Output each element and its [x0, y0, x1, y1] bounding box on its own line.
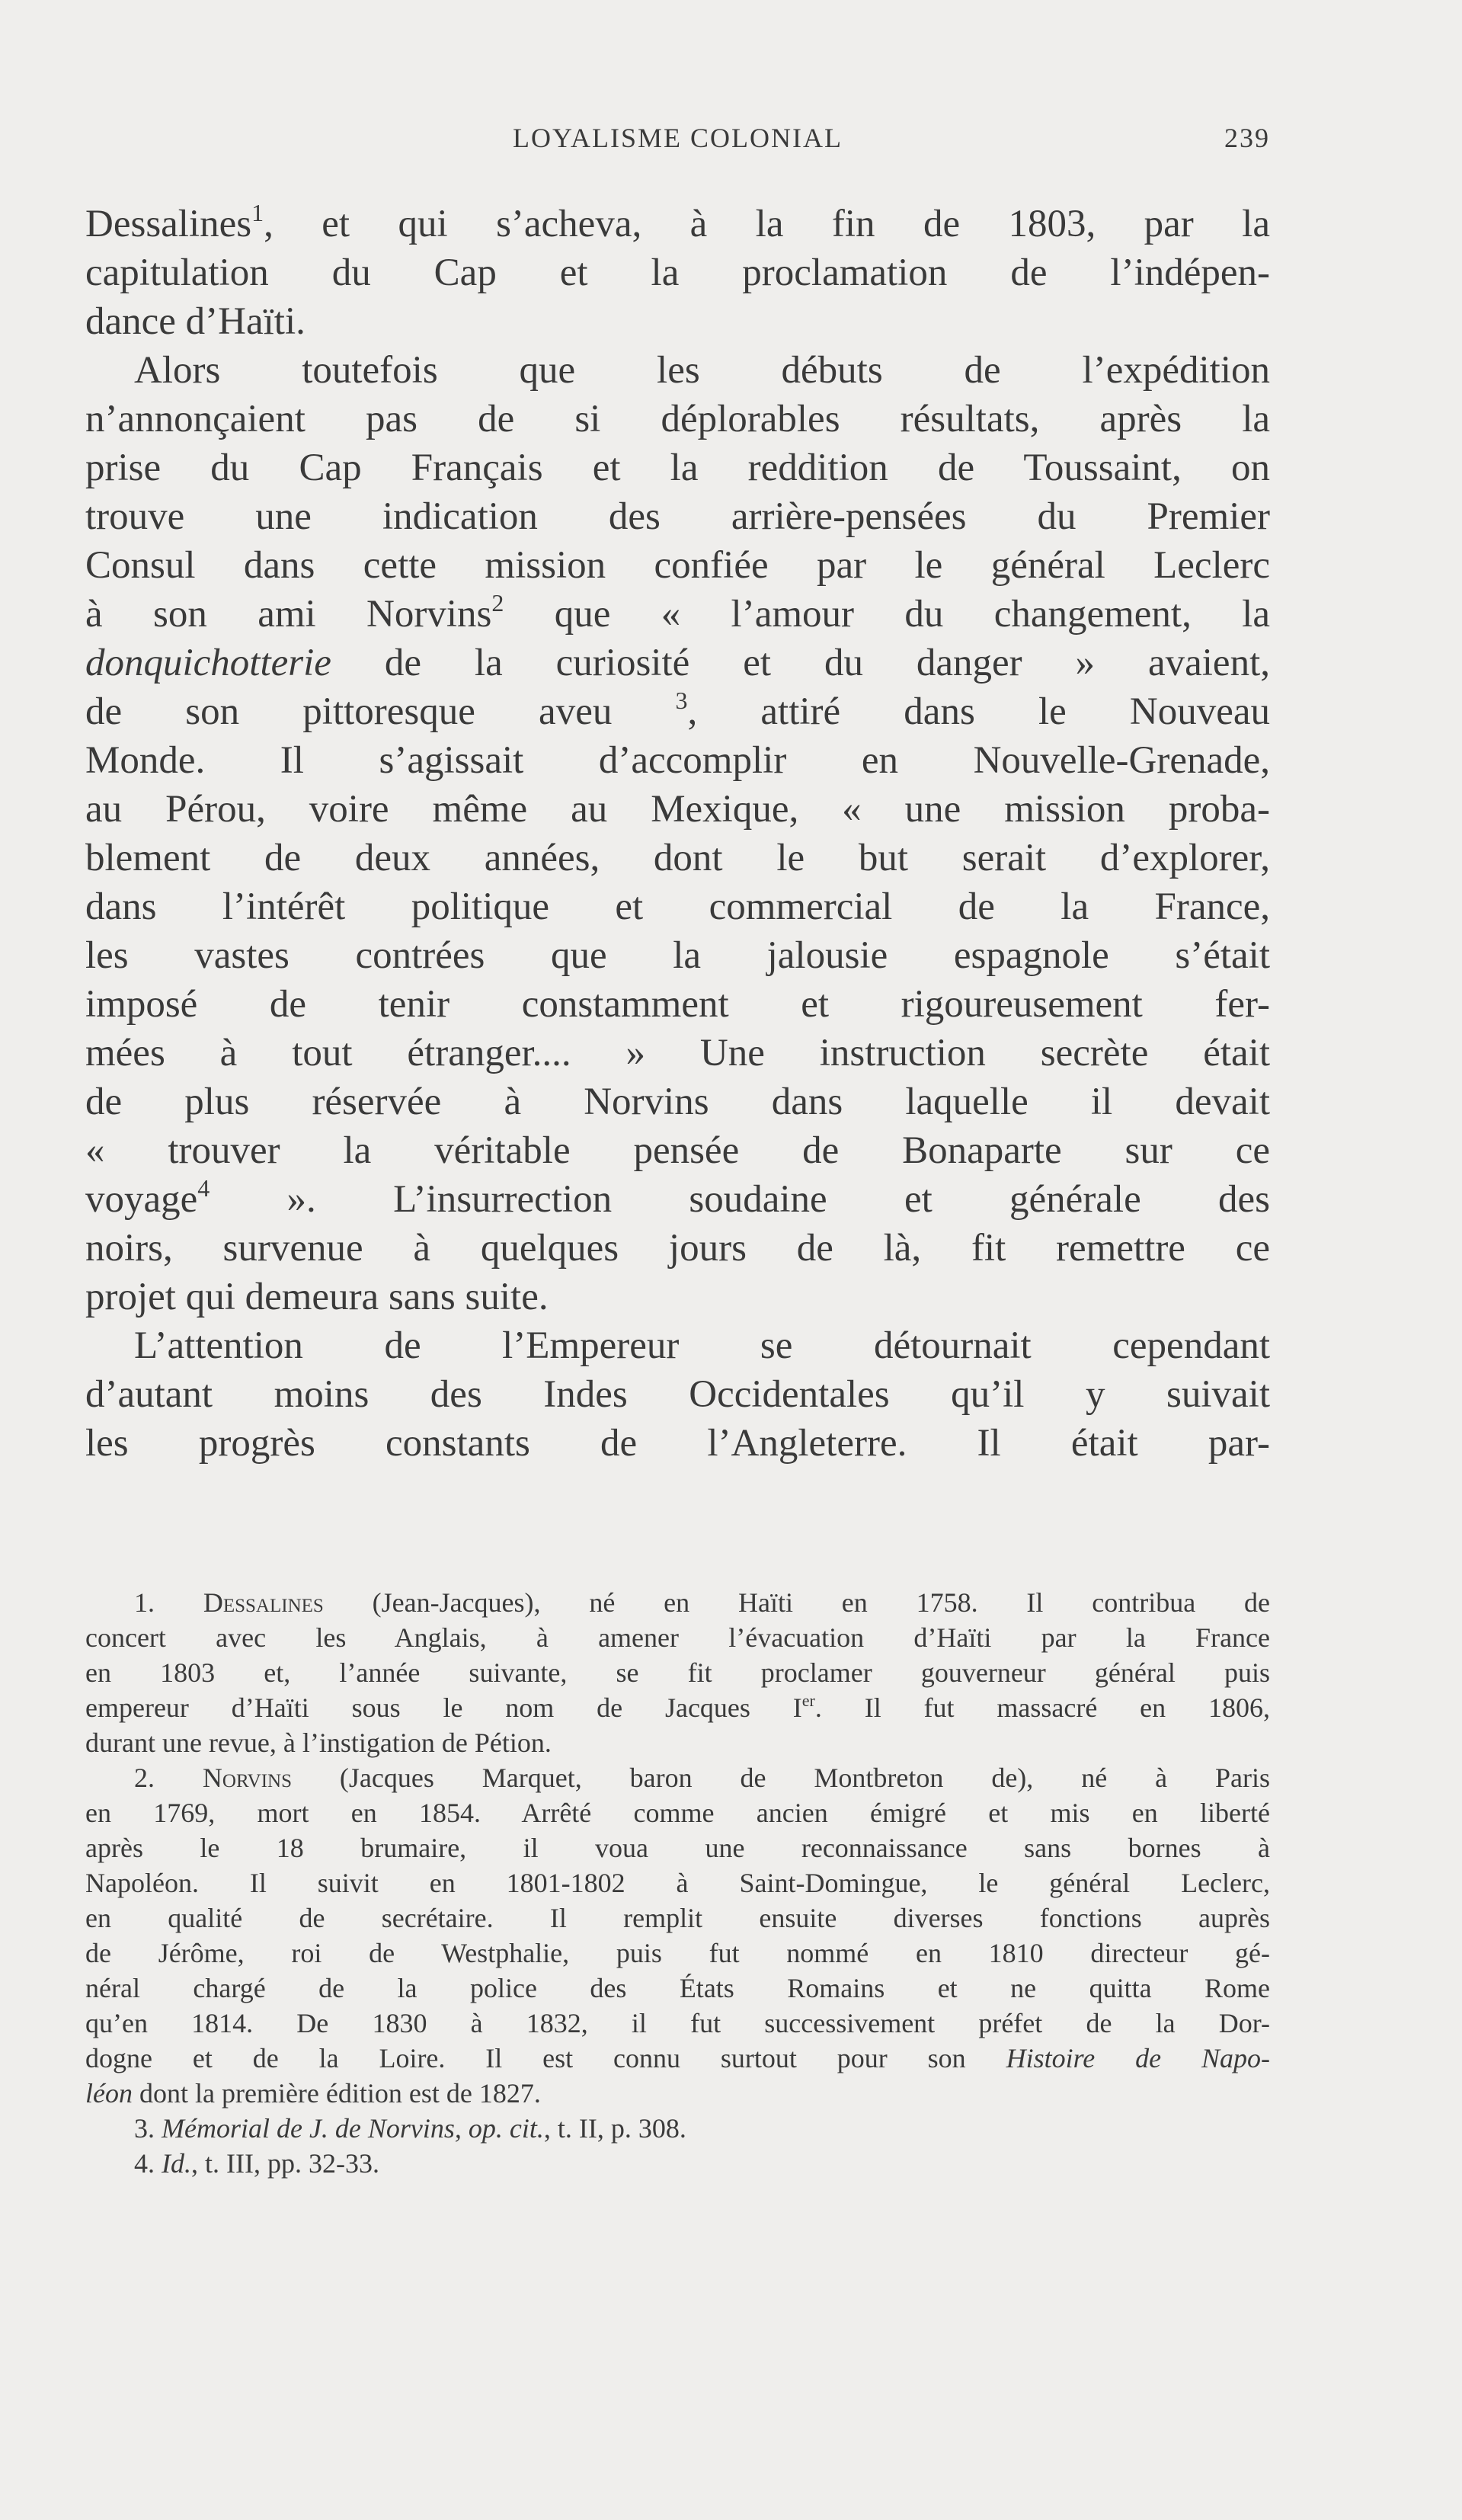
- page-header: [85, 122, 1270, 168]
- text-line: mées à tout étranger.... » Une instruction secrète était: [85, 1032, 1270, 1074]
- text-line: les vastes contrées que la jalousie espagnole s’était: [85, 934, 1270, 977]
- footnote-line: dogne et de la Loire. Il est connu surtout pour son Histoire de Napo-: [85, 2043, 1270, 2073]
- text-line: prise du Cap Français et la reddition de Toussaint, on: [85, 447, 1270, 489]
- text-line: de plus réservée à Norvins dans laquelle il devait: [85, 1081, 1270, 1123]
- footnote-line: durant une revue, à l’instigation de Pétion.: [85, 1727, 552, 1758]
- footnotes: [85, 1585, 1270, 2181]
- text-line: projet qui demeura sans suite.: [85, 1276, 549, 1318]
- text-line: n’annonçaient pas de si déplorables résultats, après la: [85, 398, 1270, 440]
- text-line: à son ami Norvins$^2$ que « l’amour du changement, la: [85, 589, 1270, 636]
- footnote-ref: 4: [197, 1174, 210, 1202]
- text-line: dance d’Haïti.: [85, 300, 306, 343]
- text-line: d’autant moins des Indes Occidentales qu’il y suivait: [85, 1373, 1270, 1416]
- footnote-line: qu’en 1814. De 1830 à 1832, il fut successivement préfet de la Dor-: [85, 2008, 1270, 2038]
- main-text: [85, 200, 1270, 1468]
- text-line: Dessalines$^1$, et qui s’acheva, à la fin de 1803, par la: [85, 199, 1270, 245]
- footnote-line: en qualité de secrétaire. Il remplit ensuite diverses fonctions auprès: [85, 1903, 1270, 1933]
- text-line: Monde. Il s’agissait d’accomplir en Nouvelle-Grenade,: [85, 739, 1270, 782]
- text-line: de son pittoresque aveu $^3$, attiré dans le Nouveau: [85, 687, 1270, 733]
- footnote-line: après le 18 brumaire, il voua une reconnaissance sans bornes à: [85, 1833, 1270, 1863]
- footnote-line: 3. Mémorial de J. de Norvins, op. cit., t. II, p. 308.: [134, 2113, 686, 2144]
- footnote-line: concert avec les Anglais, à amener l’évacuation d’Haïti par la France: [85, 1622, 1270, 1653]
- footnote-line: en 1803 et, l’année suivante, se fit proclamer gouverneur général puis: [85, 1657, 1270, 1688]
- text-line: imposé de tenir constamment et rigoureusement fer-: [85, 983, 1270, 1026]
- text-line: blement de deux années, dont le but serait d’explorer,: [85, 837, 1270, 879]
- footnote-line: léon dont la première édition est de 1827.: [85, 2078, 541, 2109]
- text-line: trouve une indication des arrière-pensées du Premier: [85, 495, 1270, 538]
- footnote-line: 1. Dessalines (Jean-Jacques), né en Haïti en 1758. Il contribua de: [134, 1587, 1271, 1618]
- footnote-line: néral chargé de la police des États Romains et ne quitta Rome: [85, 1973, 1270, 2003]
- footnote-ref: 2: [491, 589, 504, 616]
- footnote-line: 4. Id., t. III, pp. 32-33.: [134, 2148, 379, 2179]
- running-head: LOYALISME COLONIAL: [513, 123, 843, 153]
- text-line: « trouver la véritable pensée de Bonaparte sur ce: [85, 1129, 1270, 1172]
- text-line: au Pérou, voire même au Mexique, « une mission proba-: [85, 788, 1270, 831]
- footnote-line: Napoléon. Il suivit en 1801-1802 à Saint-Domingue, le général Leclerc,: [85, 1868, 1270, 1898]
- footnote-line: 2. Norvins (Jacques Marquet, baron de Montbreton de), né à Paris: [134, 1763, 1271, 1793]
- text-line: Alors toutefois que les débuts de l’expédition: [134, 349, 1270, 392]
- text-line: dans l’intérêt politique et commercial de la France,: [85, 885, 1270, 928]
- text-line: voyage$^4$ ». L’insurrection soudaine et générale des: [85, 1174, 1270, 1221]
- footnote-ref: 3: [675, 687, 688, 714]
- footnote-line: de Jérôme, roi de Westphalie, puis fut nommé en 1810 directeur gé-: [85, 1938, 1270, 1968]
- text-line: noirs, survenue à quelques jours de là, fit remettre ce: [85, 1227, 1270, 1270]
- footnote-line: empereur d’Haïti sous le nom de Jacques Ier. Il fut massacré en 1806,: [85, 1691, 1270, 1723]
- text-line: Consul dans cette mission confiée par le général Leclerc: [85, 544, 1270, 587]
- page-number: 239: [1224, 123, 1270, 153]
- text-line: L’attention de l’Empereur se détournait cependant: [134, 1324, 1270, 1367]
- text-line: capitulation du Cap et la proclamation de l’indépen-: [85, 251, 1270, 294]
- text-line: donquichotterie de la curiosité et du danger » avaient,: [85, 642, 1270, 684]
- footnote-line: en 1769, mort en 1854. Arrêté comme ancien émigré et mis en liberté: [85, 1798, 1270, 1828]
- footnote-ref: 1: [251, 199, 264, 226]
- text-line: les progrès constants de l’Angleterre. Il était par-: [85, 1422, 1270, 1465]
